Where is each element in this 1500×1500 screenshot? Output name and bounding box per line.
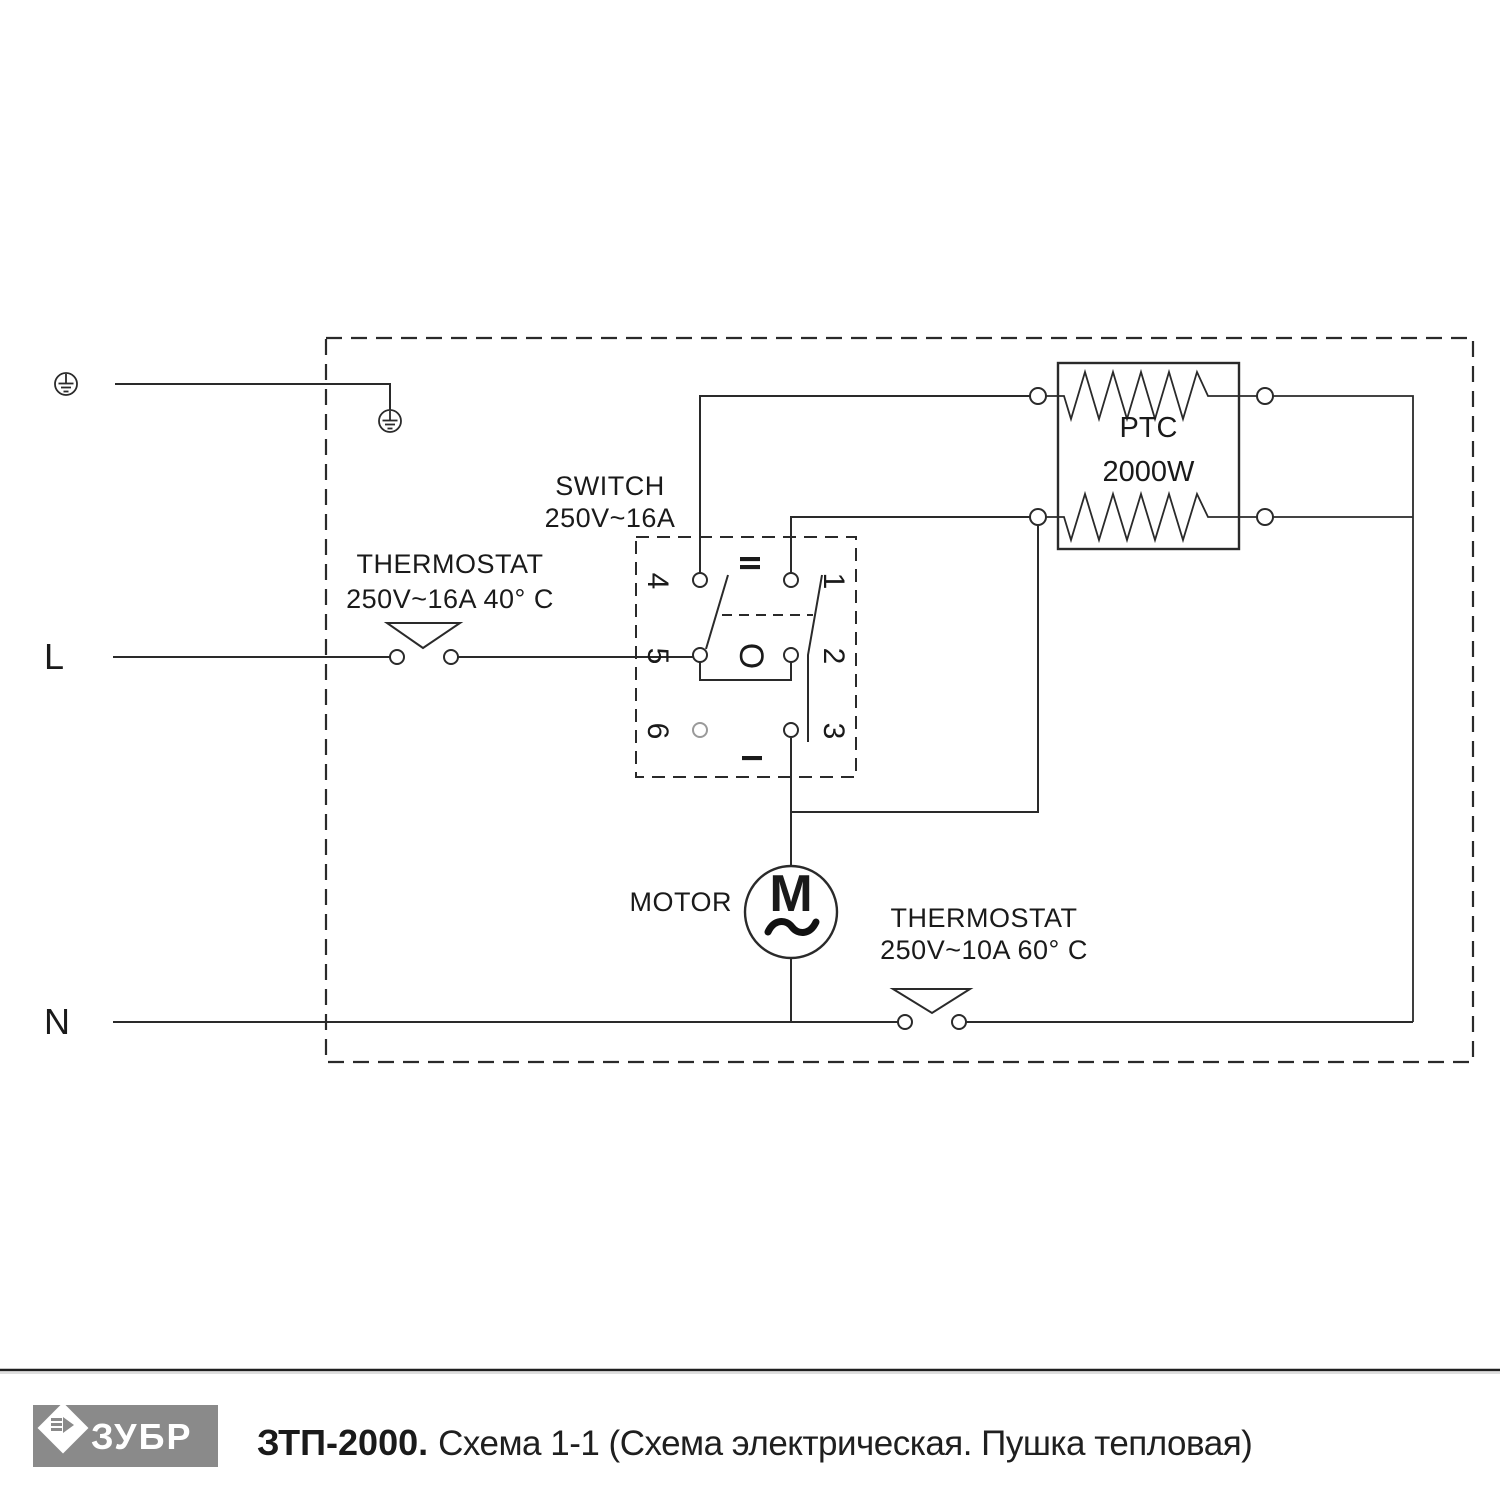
terminal-1-contact — [784, 573, 798, 587]
terminal-label-2: 2 — [817, 647, 850, 665]
wire-ptc-right-top-return — [1273, 396, 1413, 1022]
ptc-terminal-right-top — [1257, 388, 1273, 404]
motor-symbol-m: M — [769, 865, 813, 923]
brand-name: ЗУБР — [91, 1416, 193, 1457]
drawing-title — [257, 1422, 1252, 1464]
zubr-logo — [33, 1405, 218, 1467]
thermostat-left-icon — [387, 623, 460, 664]
motor-label: MOTOR — [629, 887, 732, 917]
zubr-logo-arrow-icon — [51, 1418, 77, 1440]
model-number: ЗТП-2000. — [257, 1422, 429, 1463]
thermostat-right-icon — [893, 989, 970, 1029]
terminal-label-1: 1 — [817, 572, 850, 590]
terminal-label-5: 5 — [641, 647, 674, 665]
thermostat-right-name: THERMOSTAT — [890, 903, 1078, 933]
terminal-6-contact — [693, 723, 707, 737]
live-line-label: L — [44, 636, 65, 677]
thermostat-left-name: THERMOSTAT — [356, 549, 544, 579]
ptc-terminal-left-top — [1030, 388, 1046, 404]
switch-rating: 250V~16A — [544, 503, 676, 533]
ptc-power: 2000W — [1102, 456, 1195, 488]
ground-wire — [115, 384, 390, 410]
ptc-terminal-left-bottom — [1030, 509, 1046, 525]
terminal-label-4: 4 — [641, 572, 674, 590]
ptc-name: PTC — [1119, 412, 1178, 444]
chassis-ground-icon — [379, 410, 401, 432]
switch-position-ii: II — [733, 554, 766, 572]
switch-name: SWITCH — [555, 471, 665, 501]
terminal-5-contact — [693, 648, 707, 662]
neutral-line-label: N — [44, 1001, 70, 1042]
terminal-label-6: 6 — [641, 722, 674, 740]
switch-position-o: O — [732, 642, 771, 670]
lever-pole-a — [706, 575, 728, 649]
terminal-4-contact — [693, 573, 707, 587]
terminal-label-3: 3 — [817, 722, 850, 740]
ptc-terminal-right-bottom — [1257, 509, 1273, 525]
thermostat-left-rating: 250V~16A 40° C — [346, 584, 554, 614]
thermostat-right-rating: 250V~10A 60° C — [880, 935, 1088, 965]
terminal-2-contact — [784, 648, 798, 662]
terminal-3-contact — [784, 723, 798, 737]
switch-position-i: I — [735, 753, 768, 763]
heater-element-bottom — [1046, 494, 1257, 540]
drawing-subtitle: Схема 1-1 (Схема электрическая. Пушка тепловая) — [438, 1424, 1253, 1463]
ground-icon — [55, 373, 77, 395]
